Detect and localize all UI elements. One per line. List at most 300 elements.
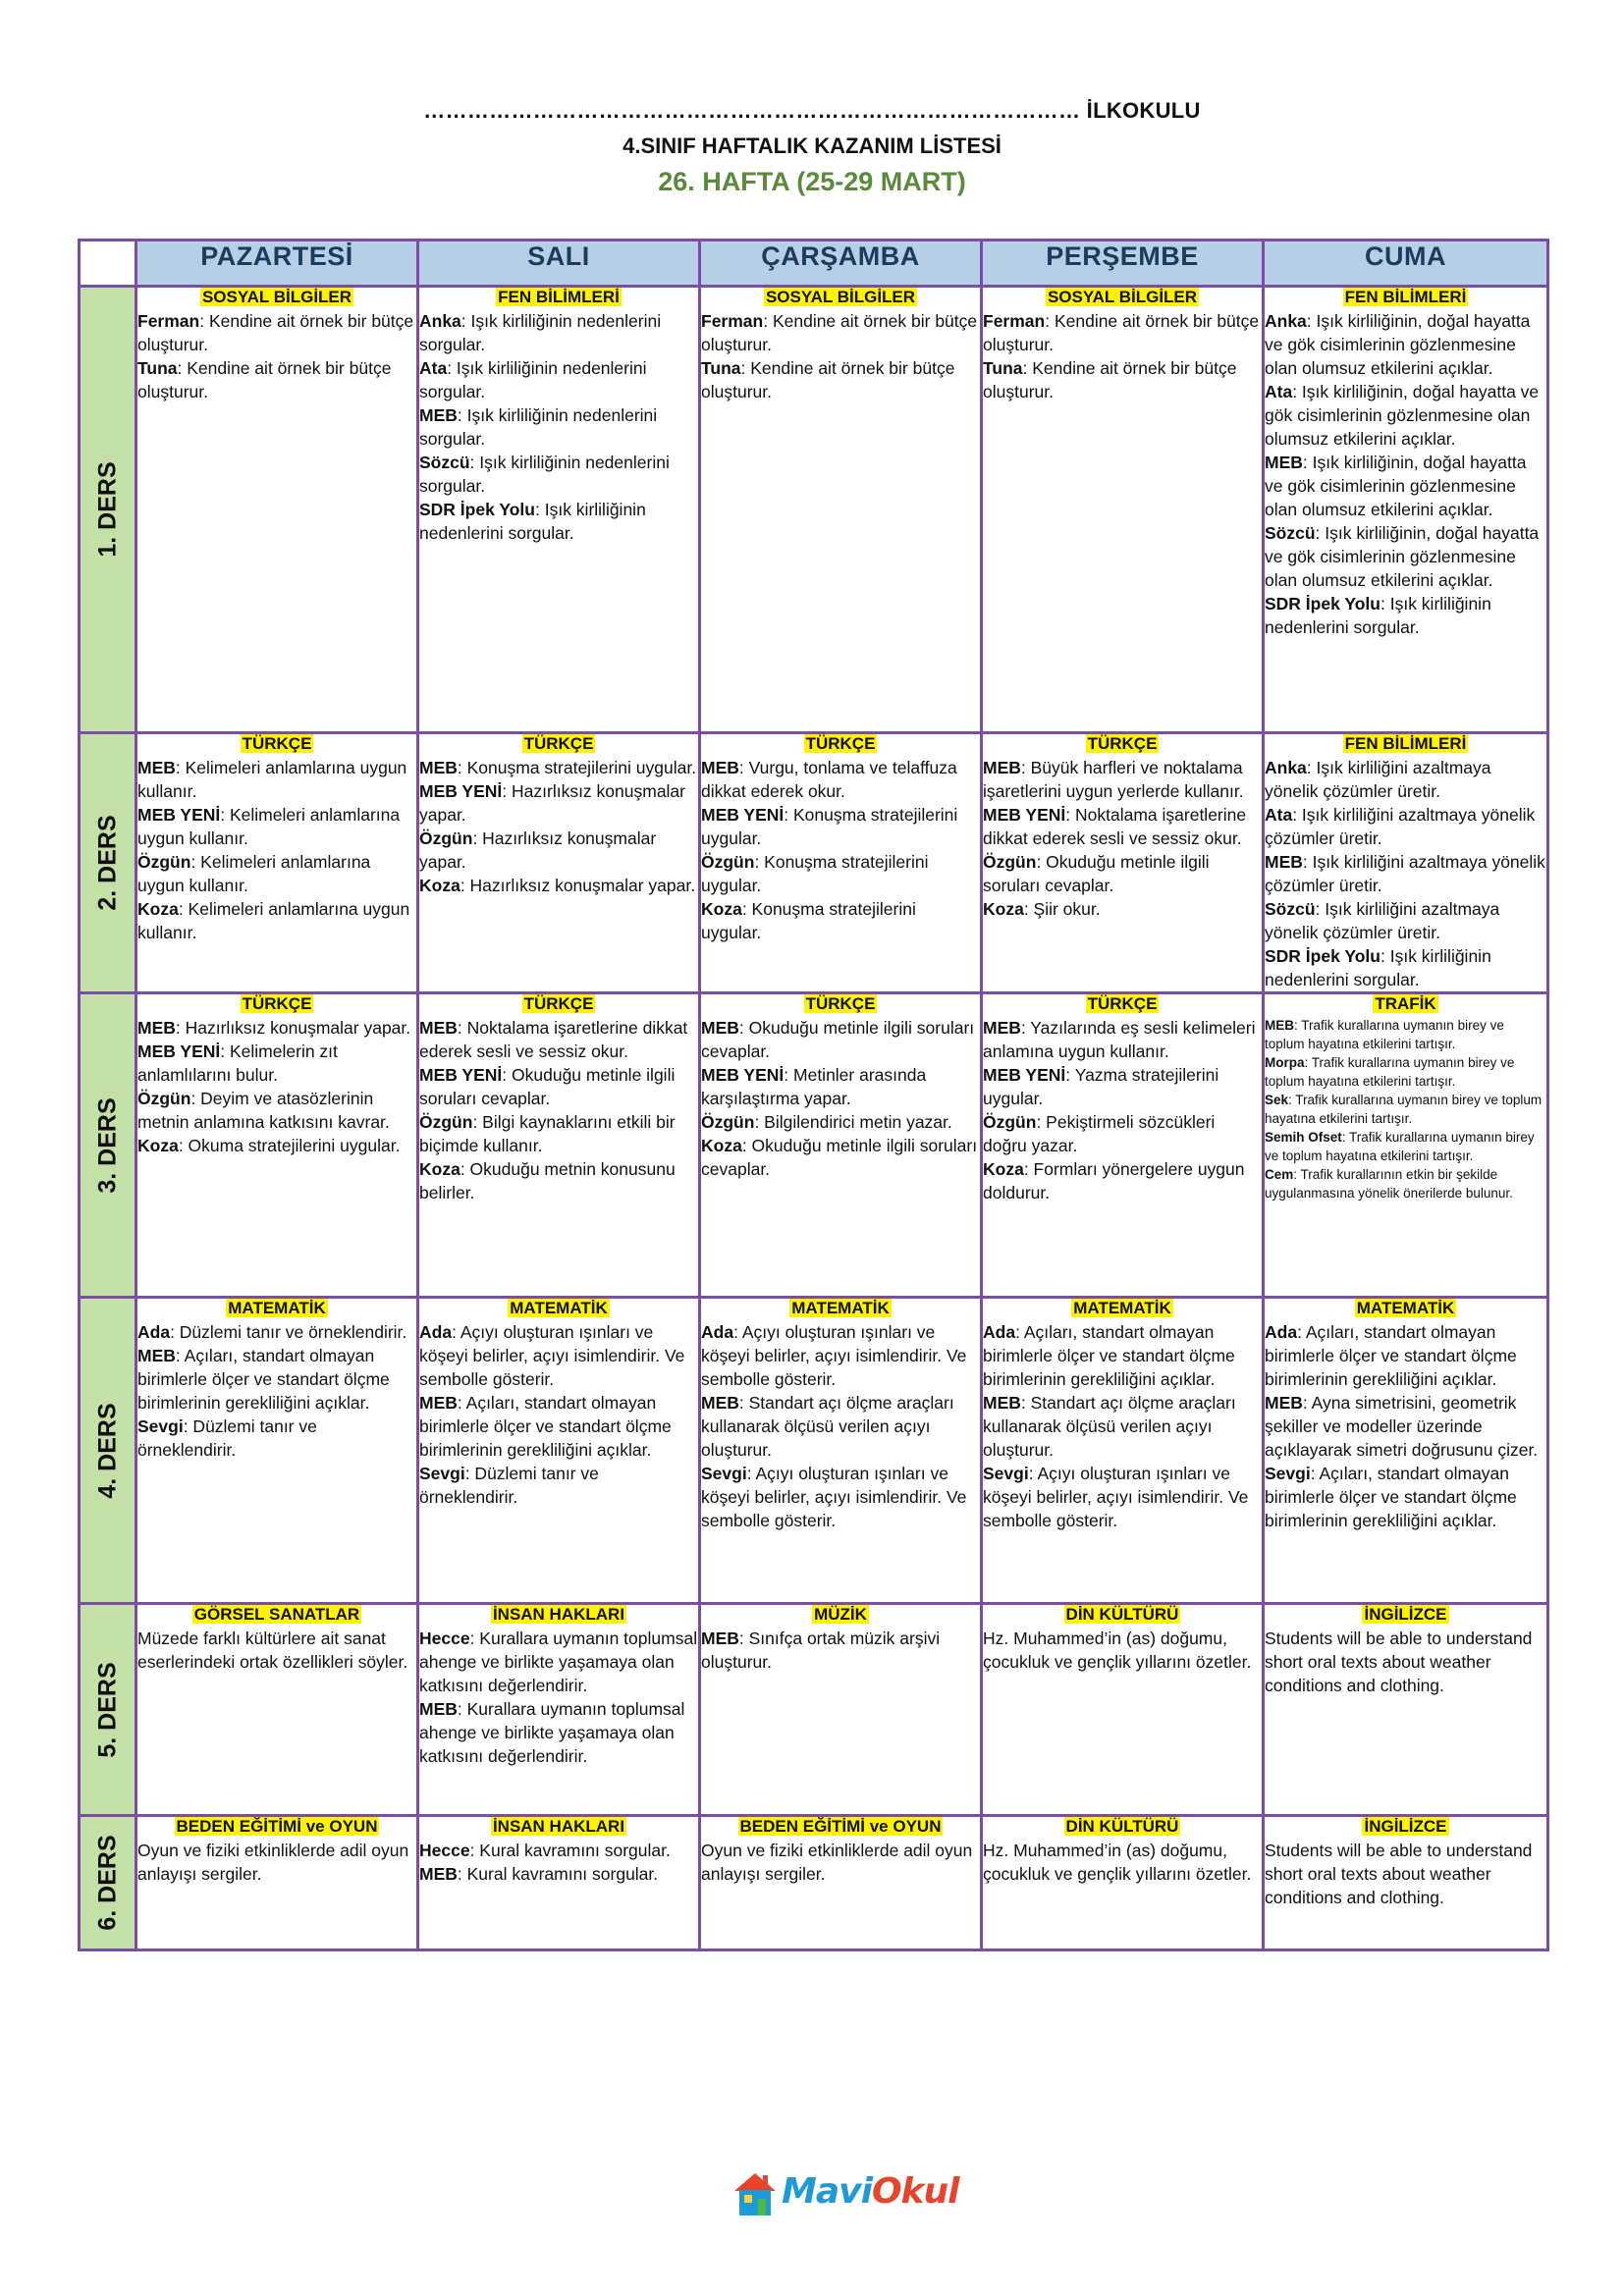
objective-line xyxy=(1265,897,1546,944)
objective-text: : Şiir okur. xyxy=(1023,899,1101,919)
objective-line xyxy=(419,1063,698,1110)
objective-line xyxy=(137,897,416,944)
objective-line xyxy=(419,1862,698,1886)
lesson-row xyxy=(80,287,1548,733)
subject-label: TÜRKÇE xyxy=(1087,734,1158,753)
subject-label: TÜRKÇE xyxy=(805,994,876,1013)
subject-label: MATEMATİK xyxy=(1356,1299,1455,1317)
objective-text: : Işık kirliliğinin nedenlerini sorgular. xyxy=(419,405,658,449)
objective-line xyxy=(983,1063,1262,1110)
schedule-cell-wednesday xyxy=(700,287,982,733)
objective-line xyxy=(419,1016,698,1063)
subject-label: DİN KÜLTÜRÜ xyxy=(1065,1817,1179,1836)
subject-label: TÜRKÇE xyxy=(242,994,312,1013)
objective-text: : Okuduğu metinle ilgili soruları cevaplar. xyxy=(419,1065,676,1108)
source-name: MEB YENİ xyxy=(983,805,1066,825)
subject-label: MATEMATİK xyxy=(510,1299,608,1317)
source-name: SDR İpek Yolu xyxy=(419,500,535,519)
objective-text: : Kelimelerin zıt anlamlılarını bulur. xyxy=(137,1041,338,1085)
objective-text: : Konuşma stratejilerini uygular. xyxy=(701,852,929,895)
lesson-label: 2. DERS xyxy=(93,815,121,911)
subject-label: İNGİLİZCE xyxy=(1364,1605,1447,1624)
objective-text: : Işık kirliliğini azaltmaya yönelik çözümler üretir. xyxy=(1265,852,1545,895)
objective-line xyxy=(419,1110,698,1157)
objective-line xyxy=(983,1627,1262,1674)
subject-label: BEDEN EĞİTİMİ ve OYUN xyxy=(176,1817,378,1836)
objective-line xyxy=(1265,803,1546,850)
source-name: Cem xyxy=(1265,1167,1294,1182)
subject-title xyxy=(1265,734,1546,754)
objective-line xyxy=(701,1839,980,1886)
subject-title xyxy=(137,1817,416,1837)
objective-text: : Açıyı oluşturan ışınları ve köşeyi belirler, açıyı isimlendirir. Ve sembolle gösterir. xyxy=(419,1322,685,1389)
subject-label: SOSYAL BİLGİLER xyxy=(201,288,352,306)
source-name: MEB YENİ xyxy=(137,805,221,825)
logo-text-okul: Okul xyxy=(871,2171,959,2212)
objective-text: : Işık kirliliğinin nedenlerini sorgular. xyxy=(419,311,662,354)
subject-title xyxy=(1265,288,1546,307)
objective-text: : Standart açı ölçme araçları kullanarak ölçüsü verilen açıyı oluşturur. xyxy=(701,1393,954,1460)
objective-text: Students will be able to understand short oral texts about weather conditions and clothing. xyxy=(1265,1629,1533,1695)
objective-text: : Işık kirliliğini azaltmaya yönelik çözümler üretir. xyxy=(1265,899,1500,942)
subject-title xyxy=(983,288,1262,307)
subject-label: MATEMATİK xyxy=(791,1299,890,1317)
source-name: Koza xyxy=(701,899,742,919)
source-name: Sevgi xyxy=(137,1416,184,1436)
school-name: ……………………………………………………………………………… İLKOKULU xyxy=(423,98,1201,123)
source-name: Sek xyxy=(1265,1093,1289,1107)
schedule-cell-tuesday xyxy=(418,733,700,993)
objective-line xyxy=(1265,1091,1546,1128)
source-name: MEB xyxy=(419,1699,458,1719)
objective-line xyxy=(701,850,980,897)
objective-text: : Hazırlıksız konuşmalar yapar. xyxy=(419,781,685,825)
subject-label: MATEMATİK xyxy=(1073,1299,1171,1317)
source-name: Özgün xyxy=(701,1112,755,1132)
objective-text: : Kurallara uymanın toplumsal ahenge ve birlikte yaşamaya olan katkısını değerlendirir. xyxy=(419,1629,698,1695)
subject-label: TÜRKÇE xyxy=(523,734,594,753)
objective-line xyxy=(1265,850,1546,897)
schedule-cell-thursday xyxy=(982,1816,1264,1950)
objective-text: : Açıları, standart olmayan birimlerle ölçer ve standart ölçme birimlerinin gerekliliğini açıklar. xyxy=(419,1393,672,1460)
source-name: MEB xyxy=(1265,1018,1294,1033)
day-header-row xyxy=(80,240,1548,287)
source-name: Özgün xyxy=(137,852,191,872)
objective-text: : Açıyı oluşturan ışınları ve köşeyi belirler, açıyı isimlendirir. Ve sembolle gösterir. xyxy=(701,1322,967,1389)
objective-line xyxy=(983,1157,1262,1204)
objective-line xyxy=(1265,1016,1546,1053)
subject-title xyxy=(137,1605,416,1625)
source-name: MEB YENİ xyxy=(983,1065,1066,1085)
objective-line xyxy=(1265,944,1546,991)
source-name: MEB xyxy=(419,405,458,425)
source-name: SDR İpek Yolu xyxy=(1265,946,1380,966)
objective-text: : Okuduğu metinle ilgili soruları cevaplar. xyxy=(983,852,1210,895)
subject-title xyxy=(419,734,698,754)
objective-line xyxy=(1265,1627,1546,1697)
objective-text: : Işık kirliliğinin nedenlerini sorgular. xyxy=(419,358,647,401)
schedule-cell-wednesday xyxy=(700,1298,982,1604)
document-title: 4.SINIF HAFTALIK KAZANIM LİSTESİ xyxy=(623,133,1001,158)
source-name: Sevgi xyxy=(1265,1464,1311,1483)
objective-text: : Açıları, standart olmayan birimlerle ölçer ve standart ölçme birimlerinin gerekliliğini açıklar. xyxy=(137,1346,390,1413)
day-header-tuesday: SALI xyxy=(418,240,700,287)
source-name: Koza xyxy=(137,1136,179,1155)
source-name: Ada xyxy=(983,1322,1016,1342)
objective-line xyxy=(419,1157,698,1204)
objective-line xyxy=(701,1110,980,1134)
subject-title xyxy=(701,1817,980,1837)
source-name: Sözcü xyxy=(1265,899,1316,919)
subject-title xyxy=(701,994,980,1014)
source-name: Sevgi xyxy=(701,1464,747,1483)
objective-text: Oyun ve fiziki etkinliklerde adil oyun anlayışı sergiler. xyxy=(137,1841,409,1884)
objective-line xyxy=(419,756,698,779)
objective-text: : Işık kirliliğinin, doğal hayatta ve gök cisimlerinin gözlenmesine olan olumsuz etkilerini açıklar. xyxy=(1265,382,1540,449)
objective-text: Hz. Muhammed’in (as) doğumu, çocukluk ve gençlik yıllarını özetler. xyxy=(983,1629,1252,1672)
objective-text: : Yazılarında eş sesli kelimeleri anlamına uygun kullanır. xyxy=(983,1018,1256,1061)
maviokul-logo xyxy=(731,2163,959,2226)
objective-text: : Noktalama işaretlerine dikkat ederek sesli ve sessiz okur. xyxy=(419,1018,688,1061)
lesson-row xyxy=(80,1298,1548,1604)
objective-line xyxy=(419,1320,698,1391)
subject-title xyxy=(1265,994,1546,1014)
objective-line xyxy=(137,309,416,356)
objective-line xyxy=(983,309,1262,356)
source-name: Ferman xyxy=(137,311,200,331)
house-icon xyxy=(731,2169,780,2218)
schedule-cell-wednesday xyxy=(700,1604,982,1816)
objective-text: : Düzlemi tanır ve örneklendirir. xyxy=(170,1322,407,1342)
subject-label: SOSYAL BİLGİLER xyxy=(765,288,916,306)
schedule-cell-friday xyxy=(1264,733,1548,993)
subject-title xyxy=(1265,1299,1546,1318)
objective-text: : Açıları, standart olmayan birimlerle ölçer ve standart ölçme birimlerinin gerekliliğini açıklar. xyxy=(1265,1322,1517,1389)
objective-text: : Açıları, standart olmayan birimlerle ölçer ve standart ölçme birimlerinin gerekliliğini açıklar. xyxy=(1265,1464,1517,1530)
objective-line xyxy=(419,356,698,403)
source-name: Koza xyxy=(983,899,1024,919)
objective-line xyxy=(1265,1165,1546,1202)
subject-title xyxy=(137,994,416,1014)
source-name: Sevgi xyxy=(419,1464,465,1483)
objective-line xyxy=(137,1627,416,1674)
source-name: MEB xyxy=(419,758,458,777)
lesson-row xyxy=(80,733,1548,993)
objective-line xyxy=(701,1627,980,1674)
objective-line xyxy=(137,1134,416,1157)
subject-label: TRAFİK xyxy=(1375,994,1436,1013)
objective-line xyxy=(1265,451,1546,521)
source-name: MEB YENİ xyxy=(701,805,785,825)
objective-line xyxy=(1265,1391,1546,1462)
subject-label: FEN BİLİMLERİ xyxy=(1344,288,1467,306)
source-name: MEB xyxy=(137,758,176,777)
source-name: Sözcü xyxy=(1265,523,1316,543)
subject-label: SOSYAL BİLGİLER xyxy=(1047,288,1198,306)
schedule-cell-tuesday xyxy=(418,993,700,1298)
objective-text: : Bilgi kaynaklarını etkili bir biçimde kullanır. xyxy=(419,1112,676,1155)
source-name: Koza xyxy=(137,899,179,919)
objective-line xyxy=(419,309,698,356)
day-header-friday: CUMA xyxy=(1264,240,1548,287)
schedule-cell-monday xyxy=(136,993,418,1298)
schedule-cell-wednesday xyxy=(700,733,982,993)
source-name: Özgün xyxy=(983,1112,1037,1132)
objective-line xyxy=(983,1320,1262,1391)
source-name: Koza xyxy=(419,1159,460,1179)
objective-text: : Kural kavramını sorgular. xyxy=(457,1864,659,1884)
objective-text: : Işık kirliliğinin nedenlerini sorgular. xyxy=(1265,946,1491,989)
subject-label: BEDEN EĞİTİMİ ve OYUN xyxy=(739,1817,942,1836)
subject-label: DİN KÜLTÜRÜ xyxy=(1065,1605,1179,1624)
subject-title xyxy=(701,1605,980,1625)
objective-text: : Trafik kurallarına uymanın birey ve toplum hayatına etkilerini tartışır. xyxy=(1265,1093,1543,1126)
source-name: Özgün xyxy=(419,828,473,848)
schedule-cell-friday xyxy=(1264,1604,1548,1816)
source-name: Hecce xyxy=(419,1841,470,1860)
subject-title xyxy=(137,734,416,754)
subject-title xyxy=(419,288,698,307)
objective-text: : Deyim ve atasözlerinin metnin anlamına katkısını kavrar. xyxy=(137,1089,390,1132)
subject-title xyxy=(419,1817,698,1837)
objective-text: : Pekiştirmeli sözcükleri doğru yazar. xyxy=(983,1112,1216,1155)
objective-text: : Kendine ait örnek bir bütçe oluşturur. xyxy=(983,358,1237,401)
schedule-cell-friday xyxy=(1264,1816,1548,1950)
source-name: Özgün xyxy=(983,852,1037,872)
lesson-label-cell xyxy=(80,1604,136,1816)
objective-line xyxy=(137,1344,416,1415)
source-name: MEB YENİ xyxy=(137,1041,221,1061)
source-name: MEB xyxy=(1265,453,1303,472)
lesson-label: 5. DERS xyxy=(93,1661,121,1758)
source-name: MEB xyxy=(419,1864,458,1884)
objective-text: : Düzlemi tanır ve örneklendirir. xyxy=(419,1464,599,1507)
source-name: SDR İpek Yolu xyxy=(1265,594,1380,614)
objective-text: : Işık kirliliğini azaltmaya yönelik çözümler üretir. xyxy=(1265,805,1536,848)
source-name: MEB xyxy=(983,1393,1021,1413)
objective-text: : Işık kirliliğinin nedenlerini sorgular. xyxy=(419,453,670,496)
source-name: Özgün xyxy=(419,1112,473,1132)
day-header-wednesday: ÇARŞAMBA xyxy=(700,240,982,287)
lesson-label: 6. DERS xyxy=(93,1835,121,1931)
lesson-label: 1. DERS xyxy=(93,461,121,558)
objective-line xyxy=(983,1839,1262,1886)
subject-label: FEN BİLİMLERİ xyxy=(498,288,620,306)
source-name: MEB xyxy=(137,1346,176,1365)
subject-label: TÜRKÇE xyxy=(242,734,312,753)
source-name: MEB xyxy=(1265,1393,1303,1413)
subject-label: MATEMATİK xyxy=(228,1299,326,1317)
objective-line xyxy=(137,1320,416,1344)
schedule-table xyxy=(78,239,1549,1951)
objective-line xyxy=(983,756,1262,803)
source-name: Ata xyxy=(419,358,448,378)
objective-text: : Trafik kurallarına uymanın birey ve toplum hayatına etkilerini tartışır. xyxy=(1265,1130,1535,1163)
source-name: Ata xyxy=(1265,382,1293,401)
lesson-label-cell xyxy=(80,1298,136,1604)
schedule-cell-wednesday xyxy=(700,1816,982,1950)
objective-text: : Metinler arasında karşılaştırma yapar. xyxy=(701,1065,927,1108)
source-name: Anka xyxy=(419,311,461,331)
source-name: Semih Ofset xyxy=(1265,1130,1342,1145)
objective-line xyxy=(983,356,1262,403)
source-name: MEB xyxy=(1265,852,1303,872)
subject-title xyxy=(419,994,698,1014)
subject-title xyxy=(419,1605,698,1625)
objective-line xyxy=(419,827,698,874)
source-name: MEB YENİ xyxy=(701,1065,785,1085)
objective-text: : Konuşma stratejilerini uygular. xyxy=(457,758,697,777)
lesson-label: 3. DERS xyxy=(93,1096,121,1194)
schedule-cell-tuesday xyxy=(418,1298,700,1604)
objective-text: : Okuduğu metinle ilgili soruları cevaplar. xyxy=(701,1136,978,1179)
objective-text: : Kendine ait örnek bir bütçe oluşturur. xyxy=(701,358,955,401)
objective-line xyxy=(1265,380,1546,451)
objective-text: : Okuduğu metnin konusunu belirler. xyxy=(419,1159,676,1202)
schedule-cell-monday xyxy=(136,1298,418,1604)
source-name: MEB xyxy=(419,1393,458,1413)
subject-label: TÜRKÇE xyxy=(805,734,876,753)
schedule-cell-tuesday xyxy=(418,287,700,733)
schedule-cell-wednesday xyxy=(700,993,982,1298)
objective-line xyxy=(419,1627,698,1697)
day-header-thursday: PERŞEMBE xyxy=(982,240,1264,287)
subject-title xyxy=(983,994,1262,1014)
subject-label: FEN BİLİMLERİ xyxy=(1344,734,1467,753)
source-name: Hecce xyxy=(419,1629,470,1648)
objective-line xyxy=(137,356,416,403)
objective-line xyxy=(983,1391,1262,1462)
source-name: Ada xyxy=(137,1322,171,1342)
objective-text: : Işık kirliliğinin, doğal hayatta ve gök cisimlerinin gözlenmesine olan olumsuz etkilerini açıklar. xyxy=(1265,453,1527,519)
source-name: Anka xyxy=(1265,311,1307,331)
source-name: Ada xyxy=(1265,1322,1298,1342)
source-name: Sözcü xyxy=(419,453,470,472)
source-name: Ferman xyxy=(983,311,1046,331)
objective-line xyxy=(419,498,698,545)
objective-line xyxy=(983,803,1262,850)
objective-text: : Kelimeleri anlamlarına uygun kullanır. xyxy=(137,852,371,895)
objective-line xyxy=(983,850,1262,897)
source-name: MEB xyxy=(701,758,739,777)
schedule-cell-friday xyxy=(1264,287,1548,733)
objective-line xyxy=(1265,1128,1546,1165)
objective-line xyxy=(137,1415,416,1462)
objective-text: : Standart açı ölçme araçları kullanarak ölçüsü verilen açıyı oluşturur. xyxy=(983,1393,1236,1460)
lesson-label: 4. DERS xyxy=(93,1402,121,1499)
objective-text: : Hazırlıksız konuşmalar yapar. xyxy=(175,1018,411,1038)
objective-line xyxy=(701,1462,980,1532)
objective-line xyxy=(701,309,980,356)
objective-line xyxy=(701,1134,980,1181)
objective-text: : Düzlemi tanır ve örneklendirir. xyxy=(137,1416,317,1460)
source-name: Özgün xyxy=(137,1089,191,1108)
schedule-cell-thursday xyxy=(982,733,1264,993)
objective-line xyxy=(419,779,698,827)
objective-text: : Kendine ait örnek bir bütçe oluşturur. xyxy=(701,311,978,354)
objective-text: : Işık kirliliğinin, doğal hayatta ve gök cisimlerinin gözlenmesine olan olumsuz etkilerini açıklar. xyxy=(1265,311,1531,378)
source-name: MEB xyxy=(701,1629,739,1648)
objective-line xyxy=(1265,592,1546,639)
source-name: MEB YENİ xyxy=(419,781,503,801)
week-title: 26. HAFTA (25-29 MART) xyxy=(658,167,966,196)
schedule-cell-tuesday xyxy=(418,1604,700,1816)
subject-title xyxy=(137,1299,416,1318)
source-name: Tuna xyxy=(983,358,1023,378)
objective-line xyxy=(419,874,698,897)
objective-line xyxy=(419,1697,698,1768)
objective-text: Students will be able to understand short oral texts about weather conditions and clothing. xyxy=(1265,1841,1533,1907)
subject-title xyxy=(1265,1605,1546,1625)
schedule-cell-friday xyxy=(1264,1298,1548,1604)
objective-line xyxy=(701,1016,980,1063)
objective-text: : Ayna simetrisini, geometrik şekiller ve modeller üzerinde açıklayarak simetri doğrusunu çizer. xyxy=(1265,1393,1539,1460)
source-name: MEB xyxy=(983,758,1021,777)
schedule-cell-monday xyxy=(136,287,418,733)
objective-text: : Konuşma stratejilerini uygular. xyxy=(701,805,958,848)
source-name: Anka xyxy=(1265,758,1307,777)
subject-label: İNSAN HAKLARI xyxy=(492,1817,625,1836)
objective-text: : Işık kirliliğinin nedenlerini sorgular. xyxy=(419,500,646,543)
objective-text: : Kurallara uymanın toplumsal ahenge ve birlikte yaşamaya olan katkısını değerlendirir. xyxy=(419,1699,685,1766)
objective-line xyxy=(701,897,980,944)
objective-line xyxy=(137,1040,416,1087)
objective-text: : Işık kirliliğini azaltmaya yönelik çözümler üretir. xyxy=(1265,758,1491,801)
objective-line xyxy=(137,1839,416,1886)
objective-text: : Okuduğu metinle ilgili soruları cevaplar. xyxy=(701,1018,975,1061)
source-name: Sevgi xyxy=(983,1464,1029,1483)
subject-title xyxy=(701,734,980,754)
subject-label: İNGİLİZCE xyxy=(1364,1817,1447,1836)
objective-line xyxy=(983,1016,1262,1063)
objective-text: Hz. Muhammed’in (as) doğumu, çocukluk ve gençlik yıllarını özetler. xyxy=(983,1841,1252,1884)
objective-line xyxy=(1265,1320,1546,1391)
subject-title xyxy=(983,1299,1262,1318)
objective-text: : Kendine ait örnek bir bütçe oluşturur. xyxy=(983,311,1260,354)
schedule-cell-monday xyxy=(136,1816,418,1950)
source-name: MEB xyxy=(137,1018,176,1038)
source-name: Özgün xyxy=(701,852,755,872)
source-name: Tuna xyxy=(701,358,741,378)
subject-title xyxy=(983,1605,1262,1625)
objective-text: : Açıyı oluşturan ışınları ve köşeyi belirler, açıyı isimlendirir. Ve sembolle gösterir. xyxy=(701,1464,967,1530)
objective-text: Oyun ve fiziki etkinliklerde adil oyun anlayışı sergiler. xyxy=(701,1841,973,1884)
subject-title xyxy=(701,1299,980,1318)
objective-line xyxy=(1265,756,1546,803)
objective-line xyxy=(701,756,980,803)
schedule-cell-tuesday xyxy=(418,1816,700,1950)
subject-label: TÜRKÇE xyxy=(1087,994,1158,1013)
objective-line xyxy=(419,1462,698,1509)
source-name: Koza xyxy=(701,1136,742,1155)
schedule-cell-monday xyxy=(136,1604,418,1816)
objective-text: : Kendine ait örnek bir bütçe oluşturur. xyxy=(137,311,414,354)
source-name: Ata xyxy=(1265,805,1293,825)
subject-label: İNSAN HAKLARI xyxy=(492,1605,625,1624)
objective-text: : Bilgilendirici metin yazar. xyxy=(754,1112,952,1132)
subject-title xyxy=(983,1817,1262,1837)
objective-line xyxy=(419,1839,698,1862)
schedule-cell-thursday xyxy=(982,287,1264,733)
objective-text: : Yazma stratejilerini uygular. xyxy=(983,1065,1219,1108)
subject-title xyxy=(1265,1817,1546,1837)
objective-line xyxy=(701,356,980,403)
subject-title xyxy=(701,288,980,307)
lesson-row xyxy=(80,1604,1548,1816)
objective-text: : Kendine ait örnek bir bütçe oluşturur. xyxy=(137,358,392,401)
source-name: Koza xyxy=(983,1159,1024,1179)
logo-text-mavi: Mavi xyxy=(782,2171,872,2212)
